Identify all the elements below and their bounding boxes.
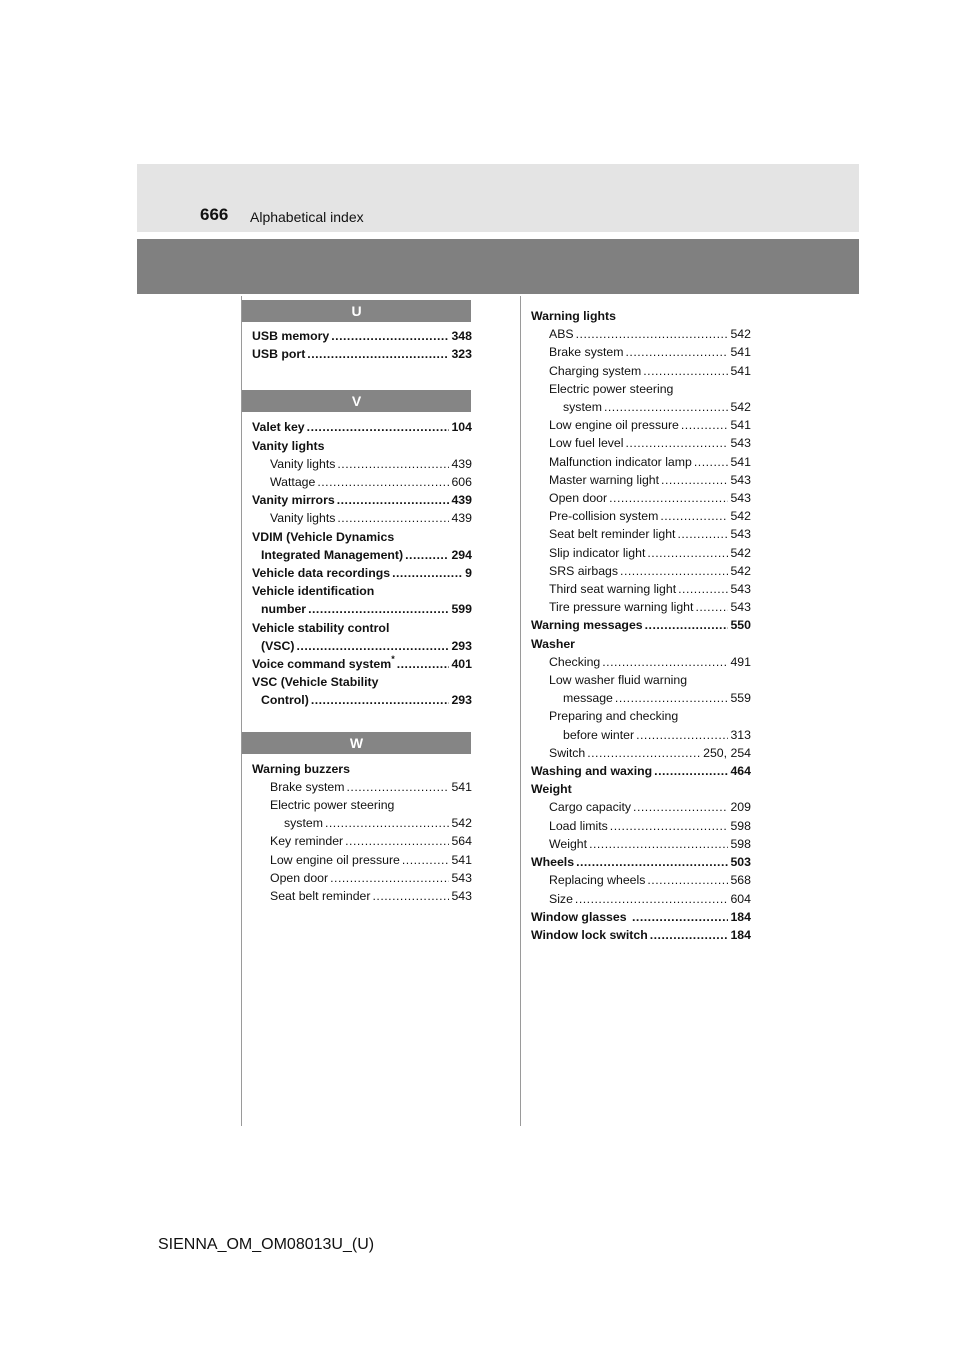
index-entry [252,327,472,345]
leader-dots [330,869,449,887]
index-entry-continuation [252,600,472,618]
leader-dots [575,890,729,908]
index-subentry [531,562,751,580]
leader-dots [647,544,728,562]
leader-dots [626,434,729,452]
entry-page: 541 [730,454,751,469]
index-column-left [252,300,472,905]
index-subentry [531,598,751,616]
entry-term: Vanity lights [270,511,336,526]
entry-page: 542 [730,327,751,342]
leader-dots [337,491,450,509]
entry-page: 598 [730,818,751,833]
index-subentry [531,653,751,671]
entry-term: message [563,691,613,706]
entry-term: (VSC) [261,638,295,653]
leader-dots [636,726,728,744]
index-entry-continuation [252,637,472,655]
index-entry: VSC (Vehicle Stability [252,675,379,690]
entry-page: 543 [730,491,751,506]
entry-term: Master warning light [549,472,660,487]
leader-dots [650,926,729,944]
entry-page: 491 [730,654,751,669]
entry-page: 104 [451,420,472,435]
leader-dots [694,453,729,471]
index-subentry [531,507,751,525]
index-subentry: Electric power steering [270,798,395,813]
entry-page: 606 [451,475,472,490]
letter-heading-w: W [242,732,471,754]
entry-page: 313 [730,727,751,742]
entry-page: 568 [730,873,751,888]
index-subentry-continuation [531,689,751,707]
leader-dots [308,600,449,618]
index-subentry [252,455,472,473]
entry-page: 542 [730,563,751,578]
leader-dots [602,653,728,671]
index-subentry: Low washer fluid warning [549,673,688,688]
entry-term: Cargo capacity [549,800,632,815]
index-subentry [531,489,751,507]
entry-term: Malfunction indicator lamp [549,454,692,469]
leader-dots [372,887,449,905]
index-subentry [531,525,751,543]
leader-dots [678,580,728,598]
entry-term: Warning messages [531,618,643,633]
entry-page: 543 [730,472,751,487]
entry-page: 550 [730,618,751,633]
index-subentry [531,871,751,889]
entry-term: Vanity lights [270,456,336,471]
index-subentry-continuation [531,726,751,744]
entry-term: Replacing wheels [549,873,646,888]
leader-dots [337,509,449,527]
index-subentry [252,473,472,491]
entry-page: 250, 254 [703,745,751,760]
index-entry [252,418,472,436]
leader-dots [643,362,728,380]
entry-term: USB port [252,347,306,362]
leader-dots [645,616,729,634]
leader-dots [661,471,728,489]
entry-term: USB memory [252,329,330,343]
index-entry [252,655,472,673]
index-entry: Warning buzzers [252,761,350,776]
index-subentry [531,416,751,434]
header-band [137,239,859,294]
entry-term: Tire pressure warning light [549,600,694,615]
index-entry [531,926,751,944]
index-subentry [531,362,751,380]
leader-dots [632,908,728,926]
leader-dots [695,598,728,616]
entry-page: 439 [451,456,472,471]
entry-term: Window glasses [531,909,630,924]
index-entry [531,762,751,780]
entry-term: ABS [549,327,574,342]
entry-page: 293 [451,638,472,653]
entry-term: before winter [563,727,635,742]
index-entry [531,616,751,634]
leader-dots [620,562,728,580]
leader-dots [633,798,728,816]
leader-dots [660,507,728,525]
entry-term: system [563,400,602,415]
index-subentry [252,509,472,527]
leader-dots [325,814,450,832]
entry-page: 543 [730,436,751,451]
entry-page: 323 [451,347,472,362]
index-column-right [531,307,751,944]
index-entry: Weight [531,782,572,797]
leader-dots [405,546,449,564]
entry-term: Window lock switch [531,927,648,942]
entry-term: Open door [270,870,329,885]
entry-term: Open door [549,491,608,506]
entry-page: 503 [730,855,751,870]
section-title: Alphabetical index [250,209,364,225]
index-subentry [531,580,751,598]
entry-page: 439 [451,511,472,526]
entry-term: Slip indicator light [549,545,646,560]
letter-heading-v: V [242,390,471,412]
entry-term-text: Voice command system [252,657,392,672]
header-bar [137,164,859,232]
leader-dots [677,525,728,543]
entry-page: 541 [730,345,751,360]
index-entry [252,564,472,582]
leader-dots [402,851,450,869]
entry-term: Key reminder [270,834,344,849]
index-subentry [252,851,472,869]
leader-dots [345,832,449,850]
entry-page: 541 [730,363,751,378]
index-entry: Washer [531,636,575,651]
entry-term: Vanity mirrors [252,493,335,508]
leader-dots [615,689,729,707]
index-subentry [531,817,751,835]
entry-term: Integrated Management) [261,547,404,562]
entry-page: 209 [730,800,751,815]
entry-page: 184 [730,927,751,942]
entry-page: 293 [451,693,472,708]
entry-page: 604 [730,891,751,906]
entry-term: Washing and waxing [531,764,653,779]
index-subentry: Electric power steering [549,381,674,396]
entry-term: Charging system [549,363,642,378]
asterisk-mark: * [391,654,395,665]
entry-term: Checking [549,654,601,669]
entry-term: Wattage [270,475,316,490]
leader-dots [576,325,729,343]
leader-dots [337,455,449,473]
index-subentry [531,890,751,908]
index-entry-continuation [252,546,472,564]
document-code: SIENNA_OM_OM08013U_(U) [158,1236,375,1253]
entry-page: 464 [730,764,751,779]
index-subentry [531,434,751,452]
leader-dots [296,637,449,655]
entry-term: number [261,602,307,617]
index-subentry [531,798,751,816]
index-entry: VDIM (Vehicle Dynamics [252,529,395,544]
entry-page: 542 [730,400,751,415]
entry-term: Wheels [531,855,575,870]
entry-term [252,655,395,673]
entry-page: 543 [451,889,472,904]
leader-dots [346,778,449,796]
index-subentry [531,744,751,762]
index-entry [252,345,472,363]
leader-dots [576,853,728,871]
index-subentry [252,778,472,796]
leader-dots [589,835,728,853]
entry-page: 439 [451,493,472,508]
index-entry [252,491,472,509]
leader-dots [331,327,449,345]
entry-page: 543 [730,582,751,597]
leader-dots [587,744,701,762]
entry-term: Seat belt reminder light [549,527,676,542]
index-subentry: Preparing and checking [549,709,679,724]
entry-term: system [284,816,323,831]
entry-term: Pre-collision system [549,509,659,524]
entry-page: 541 [730,418,751,433]
entry-term: Low engine oil pressure [549,418,679,433]
index-entry [531,853,751,871]
column-divider-left [241,296,242,1126]
entry-term: Seat belt reminder [270,889,371,904]
leader-dots [610,817,729,835]
entry-page: 543 [730,600,751,615]
leader-dots [307,418,450,436]
entry-page: 559 [730,691,751,706]
entry-term: Size [549,891,573,906]
leader-dots [625,343,728,361]
entry-page: 541 [451,779,472,794]
index-subentry [531,453,751,471]
entry-page: 348 [451,329,472,343]
index-entry: Vanity lights [252,438,325,453]
leader-dots [307,345,449,363]
index-subentry [531,471,751,489]
entry-term: SRS airbags [549,563,619,578]
page-number: 666 [200,205,229,224]
entry-term: Vehicle data recordings [252,566,391,581]
entry-term: Switch [549,745,586,760]
entry-term: Low engine oil pressure [270,852,400,867]
entry-term: Brake system [270,779,345,794]
letter-heading-u: U [242,300,471,322]
entry-page: 9 [465,566,472,581]
leader-dots [311,691,450,709]
index-entry: Vehicle identification [252,584,375,599]
index-subentry [252,887,472,905]
leader-dots [397,655,450,673]
entry-page: 599 [451,602,472,617]
entry-page: 184 [730,909,751,924]
entry-term: Brake system [549,345,624,360]
index-entry: Vehicle stability control [252,620,390,635]
index-subentry [531,544,751,562]
entry-term: Weight [549,836,588,851]
index-subentry [531,835,751,853]
index-subentry-continuation [531,398,751,416]
column-divider-middle [520,296,521,1126]
index-subentry [252,869,472,887]
leader-dots [647,871,728,889]
entry-term: Low fuel level [549,436,624,451]
entry-page: 401 [451,657,472,672]
entry-page: 564 [451,834,472,849]
leader-dots [392,564,463,582]
index-entry-continuation [252,691,472,709]
index-subentry [531,343,751,361]
leader-dots [681,416,729,434]
leader-dots [609,489,728,507]
leader-dots [604,398,729,416]
entry-page: 542 [730,509,751,524]
entry-page: 294 [451,547,472,562]
entry-term: Load limits [549,818,608,833]
index-subentry [531,325,751,343]
entry-page: 542 [451,816,472,831]
index-subentry [252,832,472,850]
entry-term: Valet key [252,420,305,435]
entry-page: 542 [730,545,751,560]
entry-page: 543 [730,527,751,542]
index-entry: Warning lights [531,309,616,323]
entry-page: 543 [451,870,472,885]
entry-term: Control) [261,693,309,708]
entry-page: 598 [730,836,751,851]
entry-page: 541 [451,852,472,867]
index-entry [531,908,751,926]
entry-term: Third seat warning light [549,582,677,597]
leader-dots [317,473,449,491]
leader-dots [654,762,728,780]
index-subentry-continuation [252,814,472,832]
